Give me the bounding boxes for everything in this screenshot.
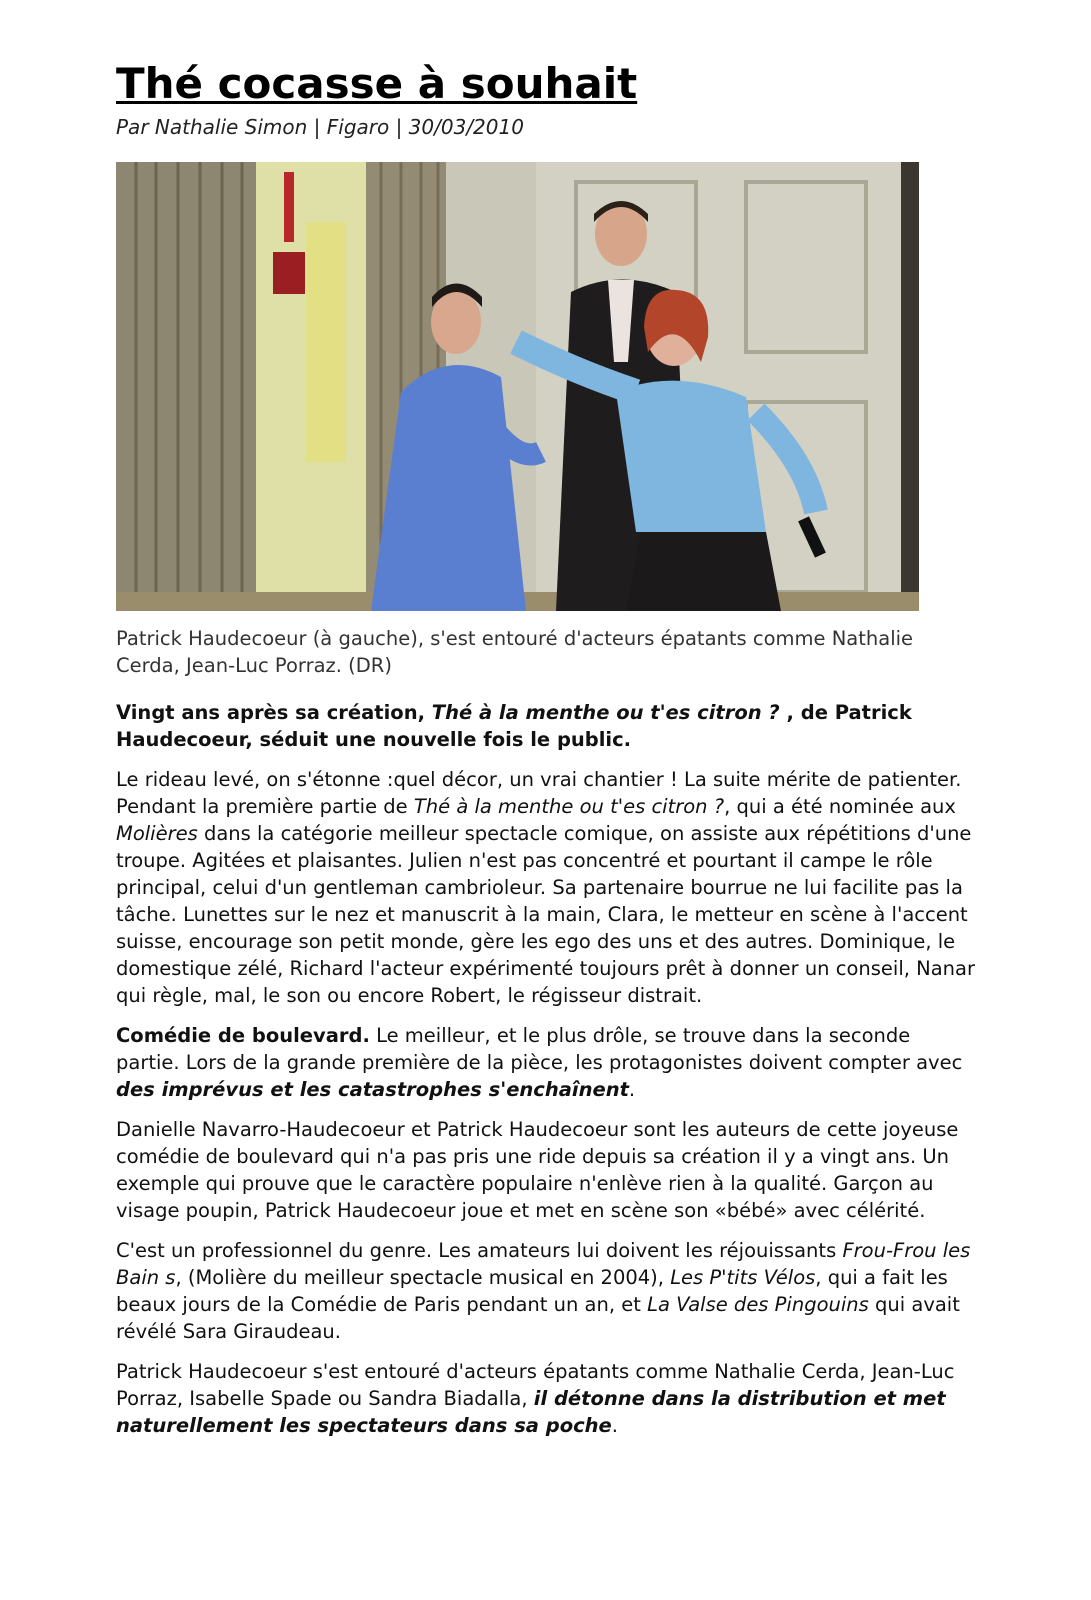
text-run: , qui a été nominée aux bbox=[724, 795, 956, 818]
show-title: Frou-Frou les Bain s bbox=[116, 1239, 971, 1289]
text-run: Patrick Haudecoeur s'est entouré d'acteurs épatants comme Nathalie Cerda, Jean-Luc Porraz, Isabelle Spade ou Sandra Biadalla, bbox=[116, 1360, 955, 1410]
emphasis-text: des imprévus et les catastrophes s'enchaînent bbox=[116, 1078, 629, 1101]
text-run: qui avait révélé Sara Giraudeau. bbox=[116, 1293, 960, 1343]
text-run: C'est un professionnel du genre. Les amateurs lui doivent les réjouissants bbox=[116, 1239, 843, 1262]
article-lead bbox=[116, 699, 978, 753]
text-run: dans la catégorie meilleur spectacle comique, on assiste aux répétitions d'une troupe. Agitées et plaisantes. Julien n'est pas concentré et pourtant il campe le rôle principal, celui d'un gentleman cambrioleur. Sa partenaire bourrue ne lui facilite pas la tâche. Lunettes sur le nez et manuscrit à la main, Clara, le metteur en scène à l'accent suisse, encourage son petit monde, gère les ego des uns et des autres. Dominique, le domestique zélé, Richard l'acteur expérimenté toujours prêt à donner un conseil, Nanar qui règle, mal, le son ou encore Robert, le régisseur distrait. bbox=[116, 822, 975, 1007]
lead-play-title: Thé à la menthe ou t'es citron ? bbox=[431, 701, 780, 724]
paragraph-5 bbox=[116, 1358, 978, 1439]
text-run: . bbox=[628, 1078, 636, 1101]
emphasis-text: il détonne dans la distribution et met naturellement les spectateurs dans sa poche bbox=[116, 1387, 946, 1437]
photo-caption: Patrick Haudecoeur (à gauche), s'est entouré d'acteurs épatants comme Nathalie Cerda, Jean-Luc Porraz. (DR) bbox=[116, 627, 914, 677]
text-run: , qui a fait les beaux jours de la Comédie de Paris pendant un an, et bbox=[116, 1266, 948, 1316]
award-name: Molières bbox=[116, 822, 198, 845]
article-body bbox=[116, 699, 978, 1439]
paragraph-4 bbox=[116, 1237, 978, 1345]
text-run: . bbox=[611, 1414, 618, 1437]
article-byline: Par Nathalie Simon | Figaro | 30/03/2010 bbox=[116, 115, 524, 139]
show-title: Les P'tits Vélos bbox=[670, 1266, 816, 1289]
text-run: Le meilleur, et le plus drôle, se trouve dans la seconde partie. Lors de la grande première de la pièce, les protagonistes doivent compter avec bbox=[116, 1024, 963, 1074]
text-run: , (Molière du meilleur spectacle musical en 2004), bbox=[175, 1266, 671, 1289]
play-title: Thé à la menthe ou t'es citron ? bbox=[413, 795, 725, 818]
paragraph-2 bbox=[116, 1022, 978, 1103]
lead-text-end: , de Patrick Haudecoeur, séduit une nouvelle fois le public. bbox=[116, 701, 912, 751]
paragraph-1 bbox=[116, 766, 978, 1009]
stage-photo bbox=[116, 162, 919, 611]
show-title: La Valse des Pingouins bbox=[647, 1293, 869, 1316]
section-heading: Comédie de boulevard. bbox=[116, 1024, 370, 1047]
lead-text: Vingt ans après sa création, bbox=[116, 701, 432, 724]
paragraph-3: Danielle Navarro-Haudecoeur et Patrick Haudecoeur sont les auteurs de cette joyeuse comédie de boulevard qui n'a pas pris une ride depuis sa création il y a vingt ans. Un exemple qui prouve que le caractère populaire n'enlève rien à la qualité. Garçon au visage poupin, Patrick Haudecoeur joue et met en scène son «bébé» avec célérité. bbox=[116, 1118, 959, 1222]
text-run: Le rideau levé, on s'étonne :quel décor, un vrai chantier ! La suite mérite de patienter. Pendant la première partie de bbox=[116, 768, 962, 818]
article-title: Thé cocasse à souhait bbox=[116, 59, 638, 108]
article-page bbox=[116, 58, 978, 1452]
